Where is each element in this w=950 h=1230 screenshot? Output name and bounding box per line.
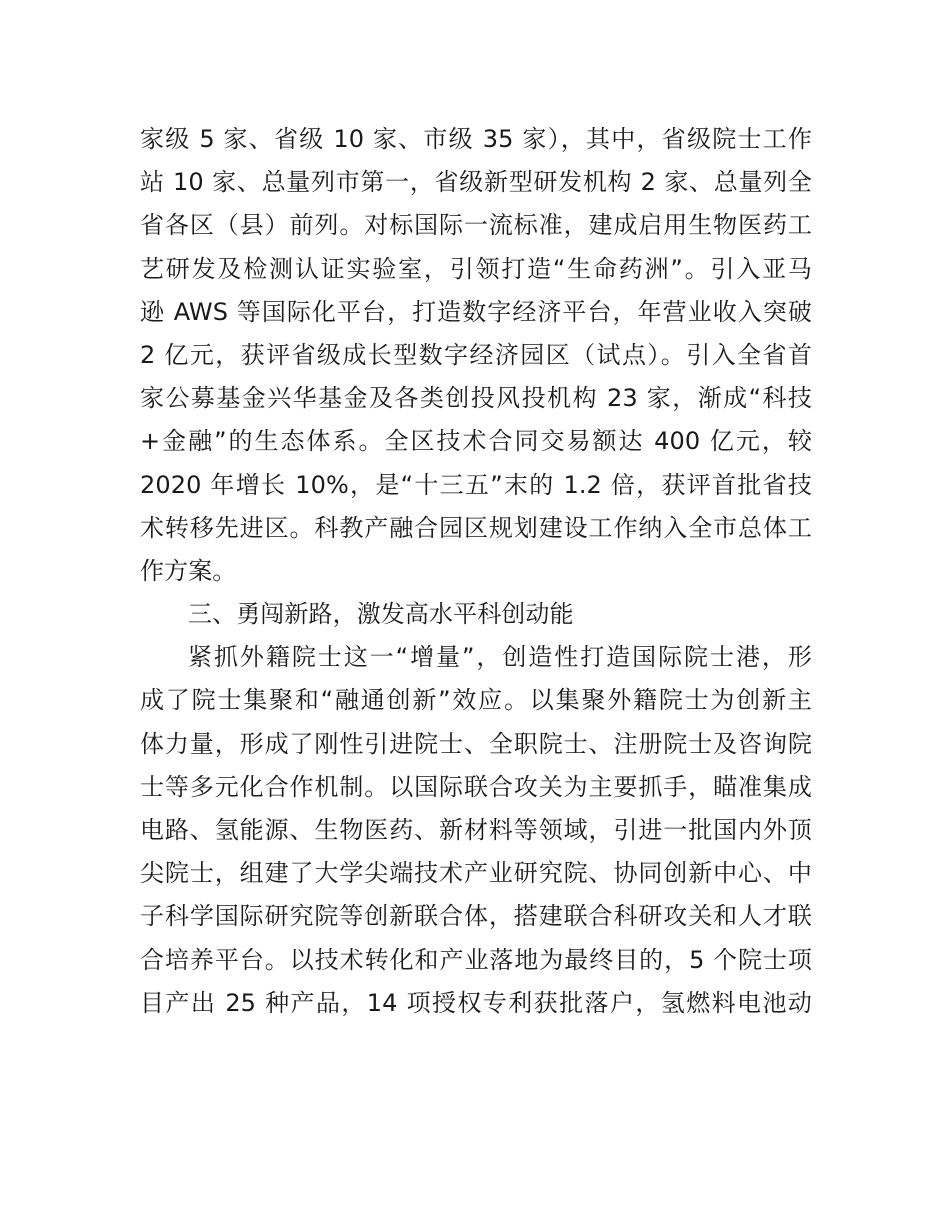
paragraph-line: 作方案。 [140,556,237,585]
paragraph-line: 合培养平台。以技术转化和产业落地为最终目的，5 个院士项 [140,945,812,974]
paragraph-line: 艺研发及检测认证实验室，引领打造“生命药洲”。引入亚马 [140,254,812,283]
paragraph-line: +金融”的生态体系。全区技术合同交易额达 400 亿元，较 [140,427,812,456]
paragraph-line: 体力量，形成了刚性引进院士、全职院士、注册院士及咨询院 [140,729,812,758]
paragraph-line: 紧抓外籍院士这一“增量”，创造性打造国际院士港，形 [188,643,812,672]
paragraph-line: 目产出 25 种产品，14 项授权专利获批落户，氢燃料电池动 [140,988,812,1017]
paragraph-line: 2 亿元，获评省级成长型数字经济园区（试点）。引入全省首 [140,340,812,369]
paragraph-line: 子科学国际研究院等创新联合体，搭建联合科研攻关和人才联 [140,902,812,931]
paragraph-1 [140,118,812,593]
paragraph-line: 省各区（县）前列。对标国际一流标准，建成启用生物医药工 [140,211,812,240]
paragraph-line: 站 10 家、总量列市第一，省级新型研发机构 2 家、总量列全 [140,168,812,197]
paragraph-line: 2020 年增长 10%，是“十三五”末的 1.2 倍，获评首批省技 [140,470,812,499]
paragraph-line: 尖院士，组建了大学尖端技术产业研究院、协同创新中心、中 [140,859,812,888]
paragraph-line: 家公募基金兴华基金及各类创投风投机构 23 家，渐成“科技 [140,384,812,413]
document-body [140,118,812,1025]
paragraph-line: 成了院士集聚和“融通创新”效应。以集聚外籍院士为创新主 [140,686,812,715]
section-heading: 三、勇闯新路，激发高水平科创动能 [188,600,574,629]
paragraph-line: 电路、氢能源、生物医药、新材料等领域，引进一批国内外顶 [140,816,812,844]
paragraph-2 [140,636,812,1025]
paragraph-line: 逊 AWS 等国际化平台，打造数字经济平台，年营业收入突破 [140,297,812,326]
paragraph-line: 家级 5 家、省级 10 家、市级 35 家），其中，省级院士工作 [140,125,812,153]
paragraph-line: 士等多元化合作机制。以国际联合攻关为主要抓手，瞄准集成 [140,772,812,801]
paragraph-line: 术转移先进区。科教产融合园区规划建设工作纳入全市总体工 [140,513,812,542]
